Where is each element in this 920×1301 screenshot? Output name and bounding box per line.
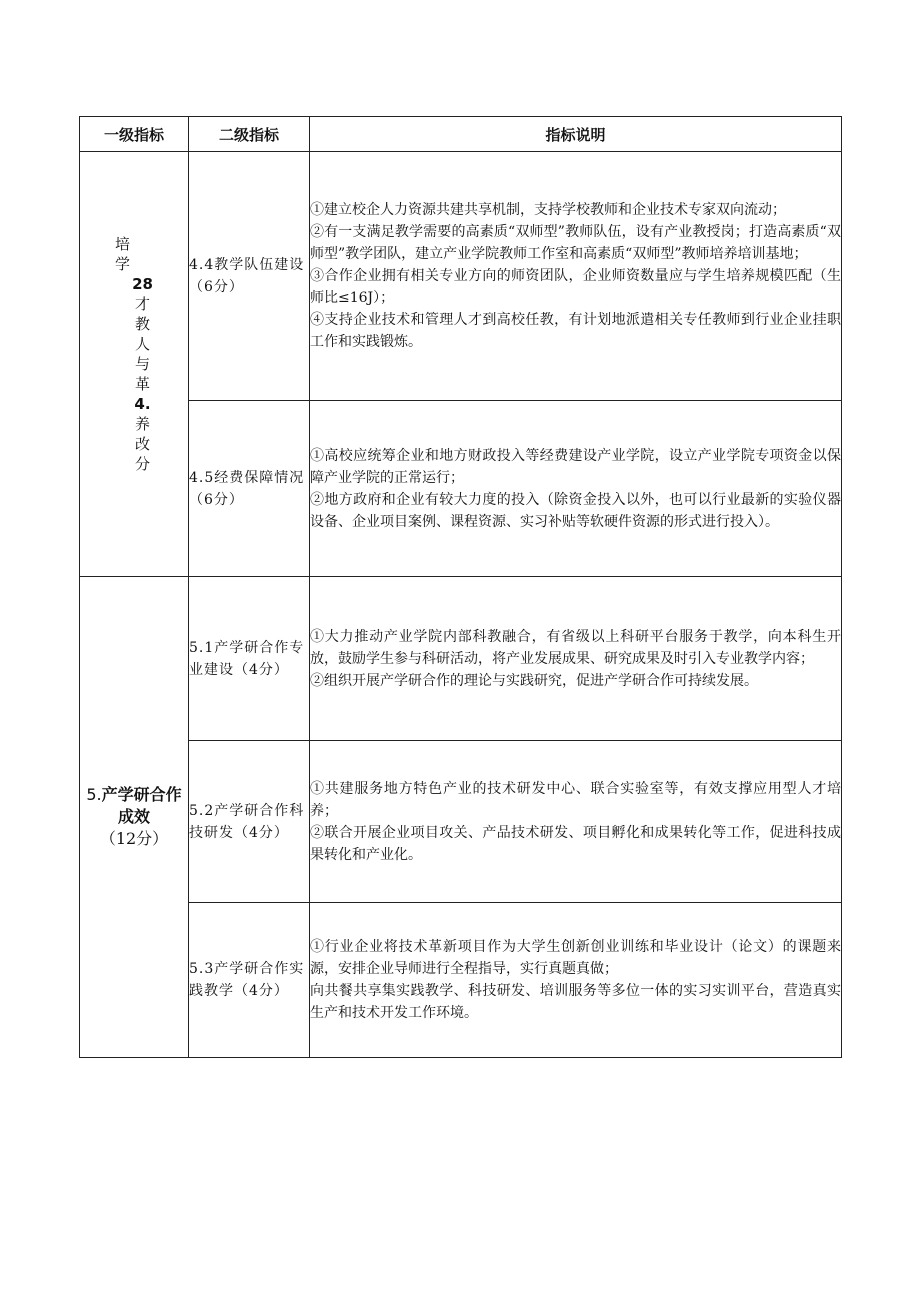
description-paragraph: ②有一支满足教学需要的高素质“双师型”教师队伍，设有产业教授岗；打造高素质“双师型”教学团队，建立产业学院教师工作室和高素质“双师型”教师培养培训基地； (310, 224, 841, 262)
description-cell-5-3 (310, 903, 842, 1058)
description-cell-4-5 (310, 401, 842, 577)
level2-cell-4-5: 4.5经费保障情况（6分） (189, 401, 310, 577)
table-row-5-3 (80, 903, 842, 1058)
vertical-char: 4. (134, 395, 151, 413)
vertical-char: 改 (134, 435, 150, 453)
description-paragraph: ②地方政府和企业有较大力度的投入（除资金投入以外，也可以行业最新的实验仪器设备、企业项目案例、课程资源、实习补贴等软硬件资源的形式进行投入）。 (310, 491, 841, 530)
level1-title-bold: 产学研合作成效 (101, 785, 182, 826)
header-level1: 一级指标 (80, 117, 189, 152)
table-row-5-1 (80, 577, 842, 741)
level1-title-prefix: 5. (86, 785, 102, 804)
vertical-char: 学 (115, 255, 131, 273)
description-paragraph: ②联合开展企业项目攻关、产品技术研发、项目孵化和成果转化等工作，促进科技成果转化和产业化。 (310, 824, 841, 863)
level2-cell-4-4: 4.4教学队伍建设（6分） (189, 152, 310, 401)
table-row-4-4 (80, 152, 842, 401)
vertical-char: 教 (134, 315, 150, 333)
description-paragraph: ①建立校企人力资源共建共享机制，支持学校教师和企业技术专家双向流动； (310, 202, 786, 218)
description-paragraph: ①共建服务地方特色产业的技术研发中心、联合实验室等，有效支撑应用型人才培养； (310, 780, 841, 819)
description-cell-5-2 (310, 741, 842, 903)
vertical-col-1 (115, 234, 130, 474)
header-level2: 二级指标 (189, 117, 310, 152)
level2-cell-5-1: 5.1产学研合作专业建设（4分） (189, 577, 310, 741)
vertical-char: 分 (134, 455, 150, 473)
description-paragraph: 向共餐共享集实践教学、科技研发、培训服务等多位一体的实习实训平台，营造真实生产和技术开发工作环境。 (310, 983, 841, 1021)
vertical-char: 革 (134, 375, 150, 393)
level2-cell-5-3: 5.3产学研合作实践教学（4分） (189, 903, 310, 1058)
description-paragraph: ①行业企业将技术革新项目作为大学生创新创业训练和毕业设计（论文）的课题来源，安排企业导师进行全程指导，实行真题真做； (310, 939, 841, 977)
level1-title-group5 (80, 784, 188, 850)
description-paragraph: ②组织开展产学研合作的理论与实践研究，促进产学研合作可持续发展。 (310, 672, 758, 689)
vertical-col-2 (132, 274, 153, 474)
level1-title-group4 (80, 235, 188, 474)
header-description: 指标说明 (310, 117, 842, 152)
level1-cell-group4 (80, 152, 189, 577)
description-cell-5-1 (310, 577, 842, 741)
description-paragraph: ①大力推动产业学院内部科教融合，有省级以上科研平台服务于教学，向本科生开放，鼓励学生参与科研活动，将产业发展成果、研究成果及时引入专业教学内容； (310, 628, 841, 667)
vertical-char: 养 (134, 415, 150, 433)
level1-cell-group5 (80, 577, 189, 1058)
vertical-char: 与 (134, 355, 150, 373)
table-row-5-2 (80, 741, 842, 903)
description-paragraph: ④支持企业技术和管理人才到高校任教，有计划地派遣相关专任教师到行业企业挂职工作和实践锻炼。 (310, 312, 841, 350)
vertical-char: 培 (115, 235, 131, 253)
level1-title-suffix: （12分） (99, 829, 169, 848)
table-row-4-5 (80, 401, 842, 577)
vertical-char: 人 (134, 335, 150, 353)
evaluation-table (79, 116, 842, 1058)
description-paragraph: ①高校应统筹企业和地方财政投入等经费建设产业学院，设立产业学院专项资金以保障产业学院的正常运行； (310, 447, 841, 486)
header-row (80, 117, 842, 152)
description-paragraph: ③合作企业拥有相关专业方向的师资团队，企业师资数量应与学生培养规模匹配（生师比≤16J）； (310, 268, 841, 306)
vertical-char: 28 (132, 275, 153, 293)
vertical-char: 才 (134, 295, 150, 313)
description-cell-4-4 (310, 152, 842, 401)
level2-cell-5-2: 5.2产学研合作科技研发（4分） (189, 741, 310, 903)
